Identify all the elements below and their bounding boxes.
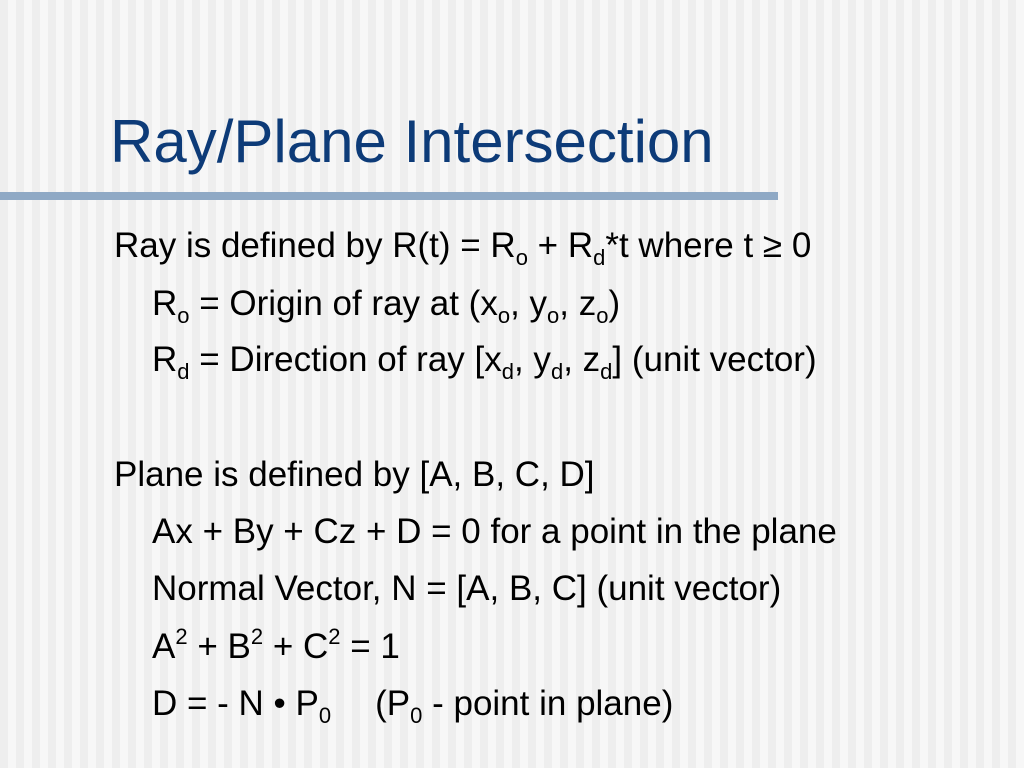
subscript-o: o [497, 303, 511, 328]
subscript-o: o [547, 303, 560, 328]
subscript-d: d [177, 359, 190, 384]
subscript-o: o [515, 245, 528, 270]
direction-text: , y [513, 340, 551, 379]
term-c: + C [263, 627, 329, 666]
origin-text: , z [559, 284, 597, 323]
subscript-d: d [501, 359, 514, 384]
d-definition-line [152, 684, 674, 728]
superscript-2: 2 [250, 624, 264, 649]
unit-constraint-line [152, 624, 400, 667]
ray-text-suffix: *t where t ≥ 0 [605, 226, 812, 265]
d-formula: D = - N • P [152, 684, 319, 723]
ray-direction-line [152, 340, 817, 384]
origin-symbol: R [152, 284, 178, 323]
superscript-2: 2 [328, 624, 341, 649]
ray-text-prefix: Ray is defined by R(t) = R [114, 226, 516, 265]
subscript-o: o [177, 303, 190, 328]
direction-symbol: R [152, 340, 178, 379]
origin-text: , y [510, 284, 548, 323]
slide-title: Ray/Plane Intersection [110, 108, 714, 175]
term-a: A [152, 627, 176, 666]
origin-text: ) [608, 284, 621, 323]
equals-one: = 1 [340, 627, 400, 666]
ray-text-mid: + R [527, 226, 594, 265]
d-note-text: - point in plane) [422, 684, 674, 723]
subscript-d: d [550, 359, 564, 384]
direction-text: = Direction of ray [x [189, 340, 502, 379]
ray-definition-line [114, 226, 812, 270]
origin-text: = Origin of ray at (x [189, 284, 498, 323]
d-note-open: (P [375, 684, 411, 723]
direction-text: ] (unit vector) [612, 340, 817, 379]
superscript-2: 2 [175, 624, 188, 649]
subscript-0: 0 [318, 703, 332, 728]
plane-equation-line: Ax + By + Cz + D = 0 for a point in the plane [152, 512, 837, 551]
subscript-0: 0 [410, 703, 423, 728]
term-b: + B [187, 627, 251, 666]
plane-heading-line: Plane is defined by [A, B, C, D] [114, 455, 595, 494]
subscript-o: o [596, 303, 609, 328]
normal-vector-line: Normal Vector, N = [A, B, C] (unit vector) [152, 569, 782, 608]
subscript-d: d [600, 359, 613, 384]
ray-origin-line [152, 284, 621, 328]
direction-text: , z [563, 340, 601, 379]
subscript-d: d [593, 245, 606, 270]
